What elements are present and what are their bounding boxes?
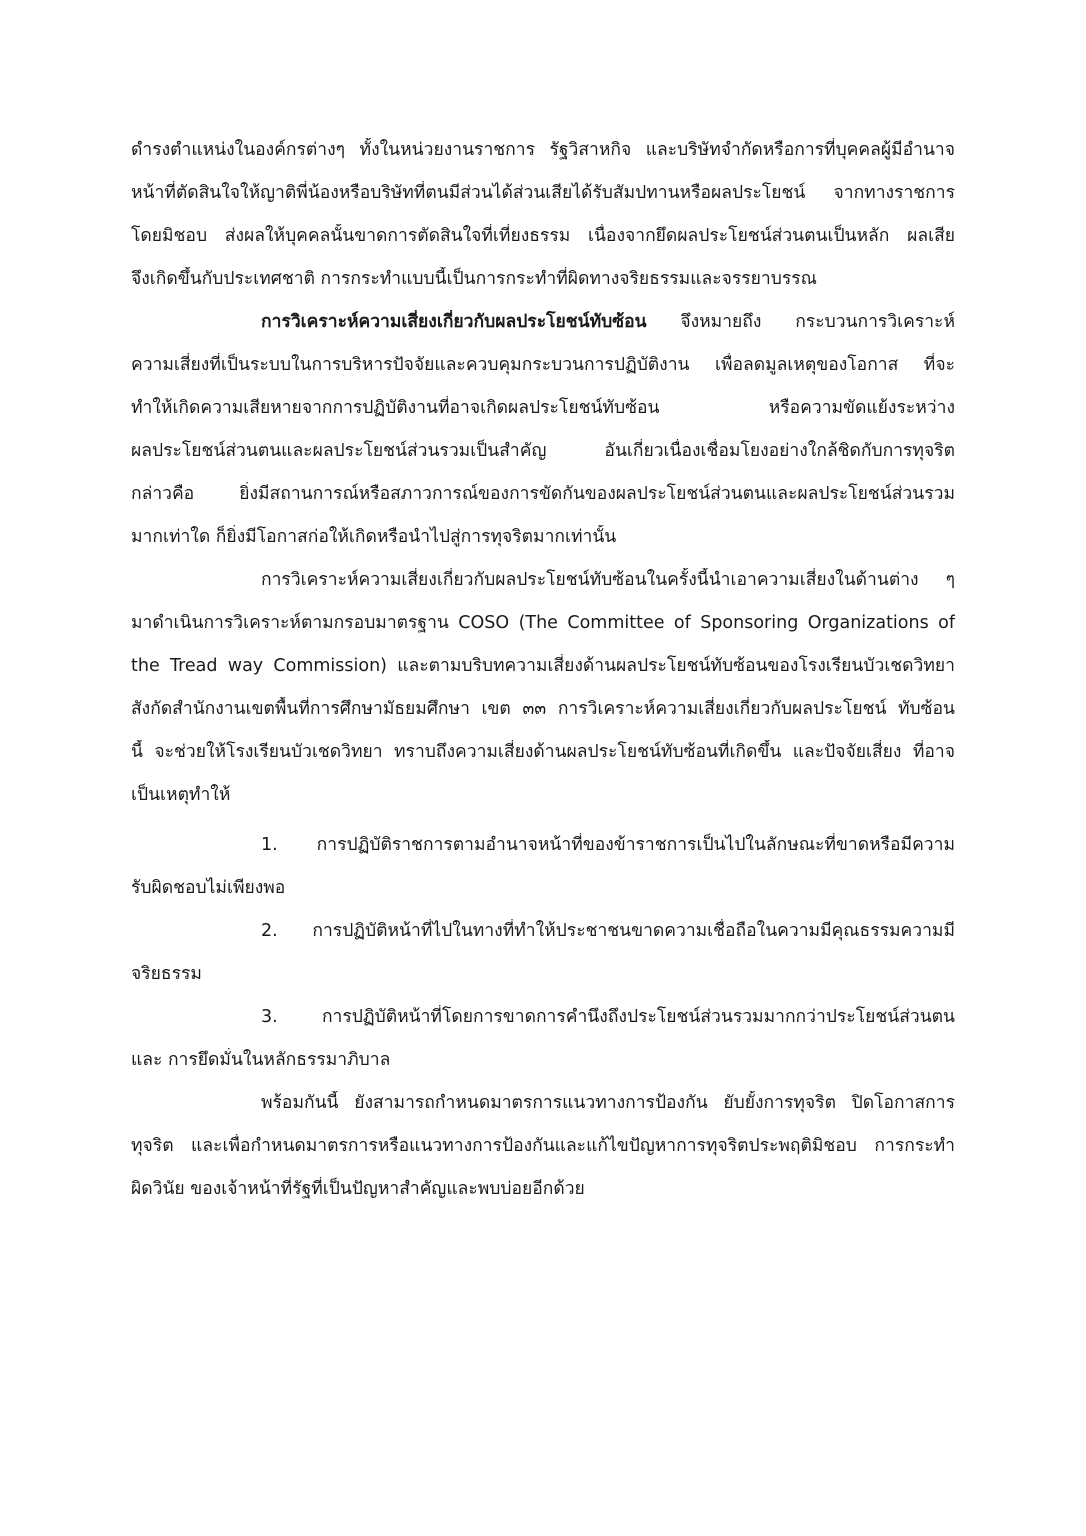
paragraph-line: the Tread way Commission) และตามบริบทความเสี่ยงด้านผลประโยชน์ทับซ้อนของโรงเรียนบัวเชดวิทยา [131,656,955,676]
paragraph-text: จึงหมายถึง กระบวนการวิเคราะห์ [646,312,955,332]
list-item-continuation: จริยธรรม [131,964,202,984]
paragraph-line: ทุจริต และเพื่อกำหนดมาตรการหรือแนวทางการป้องกันและแก้ไขปัญหาการทุจริตประพฤติมิชอบ การกระทำ [131,1136,955,1156]
list-item-continuation: รับผิดชอบไม่เพียงพอ [131,878,286,898]
bold-term: การวิเคราะห์ความเสี่ยงเกี่ยวกับผลประโยชน์ทับซ้อน [261,312,647,332]
paragraph-line: ผิดวินัย ของเจ้าหน้าที่รัฐที่เป็นปัญหาสำคัญและพบบ่อยอีกด้วย [131,1179,585,1199]
list-item: 2. การปฏิบัติหน้าที่ไปในทางที่ทำให้ประชาชนขาดความเชื่อถือในความมีคุณธรรมความมี [261,921,955,941]
paragraph-line: โดยมิชอบ ส่งผลให้บุคคลนั้นขาดการตัดสินใจที่เที่ยงธรรม เนื่องจากยึดผลประโยชน์ส่วนตนเป็นหลัก ผลเสีย [131,226,955,246]
paragraph-first-line: พร้อมกันนี้ ยังสามารถกำหนดมาตรการแนวทางการป้องกัน ยับยั้งการทุจริต ปิดโอกาสการ [261,1093,955,1113]
paragraph-line: หน้าที่ตัดสินใจให้ญาติพี่น้องหรือบริษัทที่ตนมีส่วนได้ส่วนเสียได้รับสัมปทานหรือผลประโยชน์ จากทางราชการ [131,183,955,203]
paragraph-line: มากเท่าใด ก็ยิ่งมีโอกาสก่อให้เกิดหรือนำไปสู่การทุจริตมากเท่านั้น [131,527,617,547]
list-item: 1. การปฏิบัติราชการตามอำนาจหน้าที่ของข้าราชการเป็นไปในลักษณะที่ขาดหรือมีความ [261,835,955,855]
paragraph-first-line [261,310,955,334]
paragraph-line: ทำให้เกิดความเสียหายจากการปฏิบัติงานที่อาจเกิดผลประโยชน์ทับซ้อน หรือความขัดแย้งระหว่าง [131,398,955,418]
paragraph-line: นี้ จะช่วยให้โรงเรียนบัวเชดวิทยา ทราบถึงความเสี่ยงด้านผลประโยชน์ทับซ้อนที่เกิดขึ้น และปัจจัยเสี่ยง ที่อาจ [131,742,955,762]
paragraph-line: กล่าวคือ ยิ่งมีสถานการณ์หรือสภาวการณ์ของการขัดกันของผลประโยชน์ส่วนตนและผลประโยชน์ส่วนรวม [131,484,955,504]
list-item: 3. การปฏิบัติหน้าที่โดยการขาดการคำนึงถึงประโยชน์ส่วนรวมมากกว่าประโยชน์ส่วนตน [261,1007,955,1027]
paragraph-line: จึงเกิดขึ้นกับประเทศชาติ การกระทำแบบนี้เป็นการกระทำที่ผิดทางจริยธรรมและจรรยาบรรณ [131,269,817,289]
list-item-continuation: และ การยึดมั่นในหลักธรรมาภิบาล [131,1050,391,1070]
paragraph-line: มาดำเนินการวิเคราะห์ตามกรอบมาตรฐาน COSO (The Committee of Sponsoring Organizations of [131,613,955,633]
paragraph-line: ดำรงตำแหน่งในองค์กรต่างๆ ทั้งในหน่วยงานราชการ รัฐวิสาหกิจ และบริษัทจำกัดหรือการที่บุคคลผู้มีอำนาจ [131,140,955,160]
paragraph-line: สังกัดสำนักงานเขตพื้นที่การศึกษามัธยมศึกษา เขต ๓๓ การวิเคราะห์ความเสี่ยงเกี่ยวกับผลประโยชน์ ทับซ้อน [131,699,955,719]
paragraph-line: เป็นเหตุทำให้ [131,785,231,805]
document-page [131,0,955,1536]
paragraph-line: ความเสี่ยงที่เป็นระบบในการบริหารปัจจัยและควบคุมกระบวนการปฏิบัติงาน เพื่อลดมูลเหตุของโอกาส ที่จะ [131,355,955,375]
paragraph-line: ผลประโยชน์ส่วนตนและผลประโยชน์ส่วนรวมเป็นสำคัญ อันเกี่ยวเนื่องเชื่อมโยงอย่างใกล้ชิดกับการทุจริต [131,441,955,461]
paragraph-first-line: การวิเคราะห์ความเสี่ยงเกี่ยวกับผลประโยชน์ทับซ้อนในครั้งนี้นำเอาความเสี่ยงในด้านต่าง ๆ [261,570,955,590]
